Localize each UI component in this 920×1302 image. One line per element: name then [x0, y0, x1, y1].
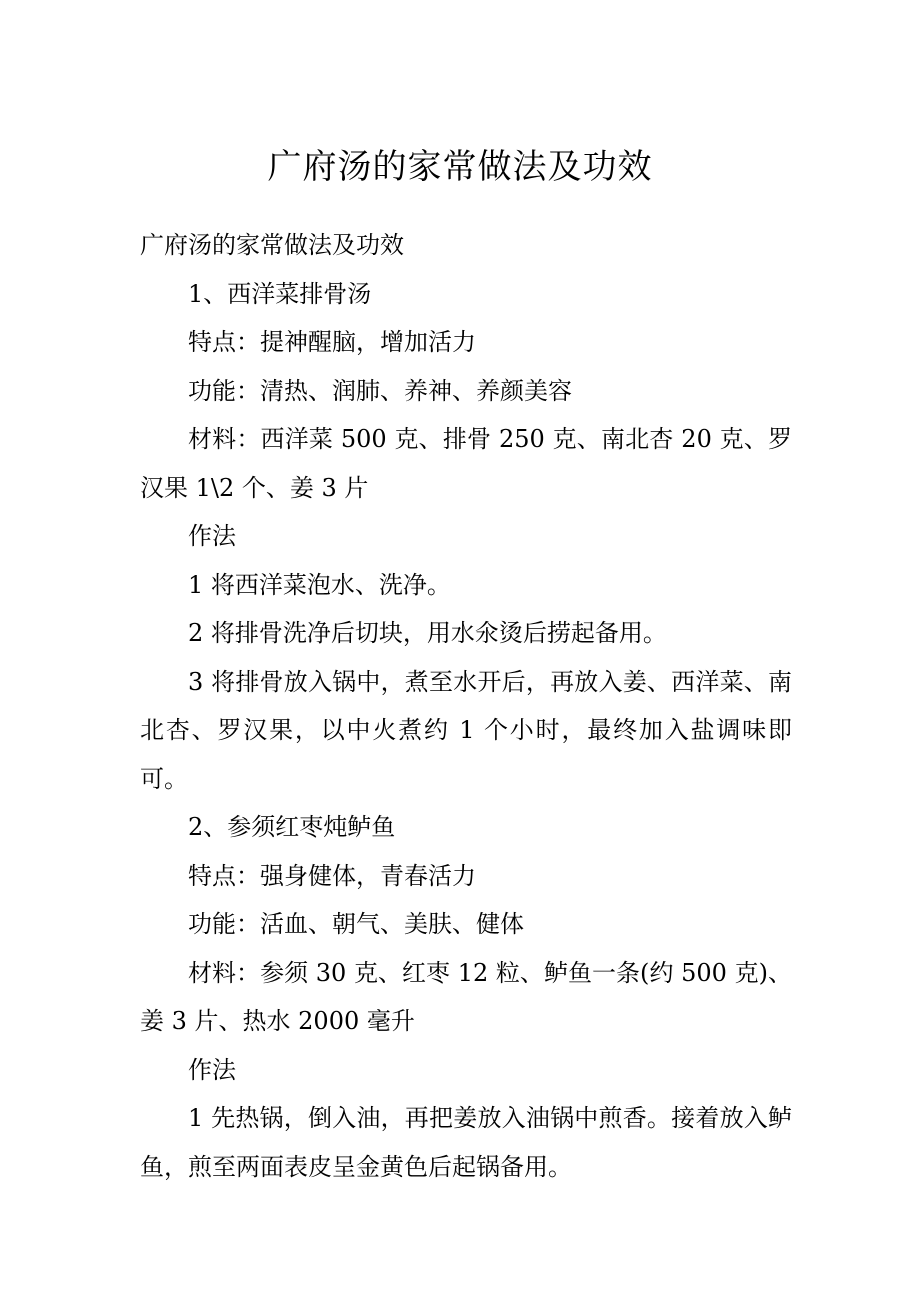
paragraph: 作法 [188, 522, 236, 550]
paragraph: 功能：清热、润肺、养神、养颜美容 [188, 376, 572, 405]
document-body [140, 221, 792, 1191]
paragraph: 1 将西洋菜泡水、洗净。 [188, 570, 451, 599]
paragraph: 特点：提神醒脑，增加活力 [188, 328, 476, 356]
paragraph: 材料：参须 30 克、红枣 12 粒、鲈鱼一条(约 500 克)、姜 3 片、热水 2000 毫升 [140, 958, 792, 1035]
paragraph: 材料：西洋菜 500 克、排骨 250 克、南北杏 20 克、罗汉果 1\2 个、姜 3 片 [140, 425, 792, 502]
paragraph: 功能：活血、朝气、美肤、健体 [188, 910, 524, 938]
paragraph: 作法 [188, 1055, 236, 1084]
paragraph: 特点：强身健体，青春活力 [188, 861, 476, 890]
paragraph: 1 先热锅，倒入油，再把姜放入油锅中煎香。接着放入鲈鱼，煎至两面表皮呈金黄色后起锅备用。 [140, 1104, 792, 1181]
paragraph: 3 将排骨放入锅中，煮至水开后，再放入姜、西洋菜、南北杏、罗汉果，以中火煮约 1 个小时，最终加入盐调味即可。 [140, 667, 792, 793]
paragraph: 2 将排骨洗净后切块，用水氽烫后捞起备用。 [188, 619, 667, 647]
document-title: 广府汤的家常做法及功效 [267, 147, 653, 187]
paragraph: 广府汤的家常做法及功效 [140, 231, 404, 259]
section-heading: 2、参须红枣炖鲈鱼 [188, 813, 396, 841]
section-heading: 1、西洋菜排骨汤 [188, 279, 372, 308]
